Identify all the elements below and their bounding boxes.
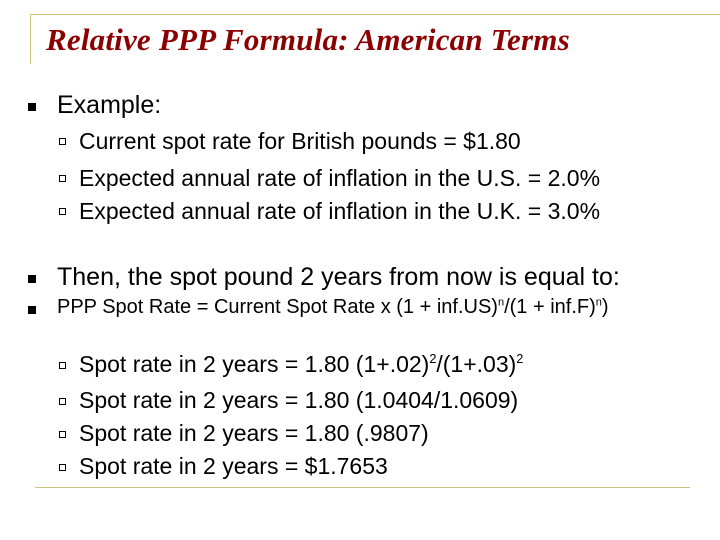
spot-rate-step-1 [79, 351, 523, 378]
example-item-us-inflation: Expected annual rate of inflation in the U.S. = 2.0% [79, 165, 601, 191]
bullet-then-spot-pound: Then, the spot pound 2 years from now is equal to: [57, 263, 620, 291]
example-item-uk-inflation: Expected annual rate of inflation in the U.K. = 3.0% [79, 198, 601, 224]
slide-frame-top [30, 14, 720, 15]
formula-text: PPP Spot Rate = Current Spot Rate x (1 + inf.US) [57, 296, 498, 318]
step-text: /(1+.03) [436, 351, 517, 377]
formula-superscript: n [497, 296, 505, 309]
bullet-ppp-formula [57, 296, 609, 319]
bullet-example: Example: [57, 91, 162, 119]
example-item-spot-rate: Current spot rate for British pounds = $1.80 [79, 128, 521, 154]
step-superscript: 2 [429, 352, 437, 367]
spot-rate-step-2: Spot rate in 2 years = 1.80 (1.0404/1.0609) [79, 387, 519, 413]
spot-rate-step-3: Spot rate in 2 years = 1.80 (.9807) [79, 420, 429, 446]
spot-rate-step-4: Spot rate in 2 years = $1.7653 [79, 453, 388, 479]
bullet-square-icon [28, 275, 36, 283]
formula-superscript: n [595, 296, 602, 309]
slide-frame-bottom [35, 487, 690, 488]
sub-bullet-square-icon [59, 431, 66, 438]
step-text: Spot rate in 2 years = 1.80 (1+.02) [79, 351, 430, 377]
sub-bullet-square-icon [59, 398, 66, 405]
formula-text: ) [601, 296, 609, 318]
sub-bullet-square-icon [59, 175, 66, 182]
step-superscript: 2 [516, 352, 524, 367]
slide-title: Relative PPP Formula: American Terms [46, 22, 570, 57]
sub-bullet-square-icon [59, 208, 66, 215]
sub-bullet-square-icon [59, 138, 66, 145]
sub-bullet-square-icon [59, 464, 66, 471]
sub-bullet-square-icon [59, 362, 66, 369]
bullet-square-icon [28, 103, 36, 111]
bullet-square-icon [28, 306, 36, 314]
slide-frame-left [30, 14, 31, 64]
formula-text: /(1 + inf.F) [504, 296, 596, 318]
